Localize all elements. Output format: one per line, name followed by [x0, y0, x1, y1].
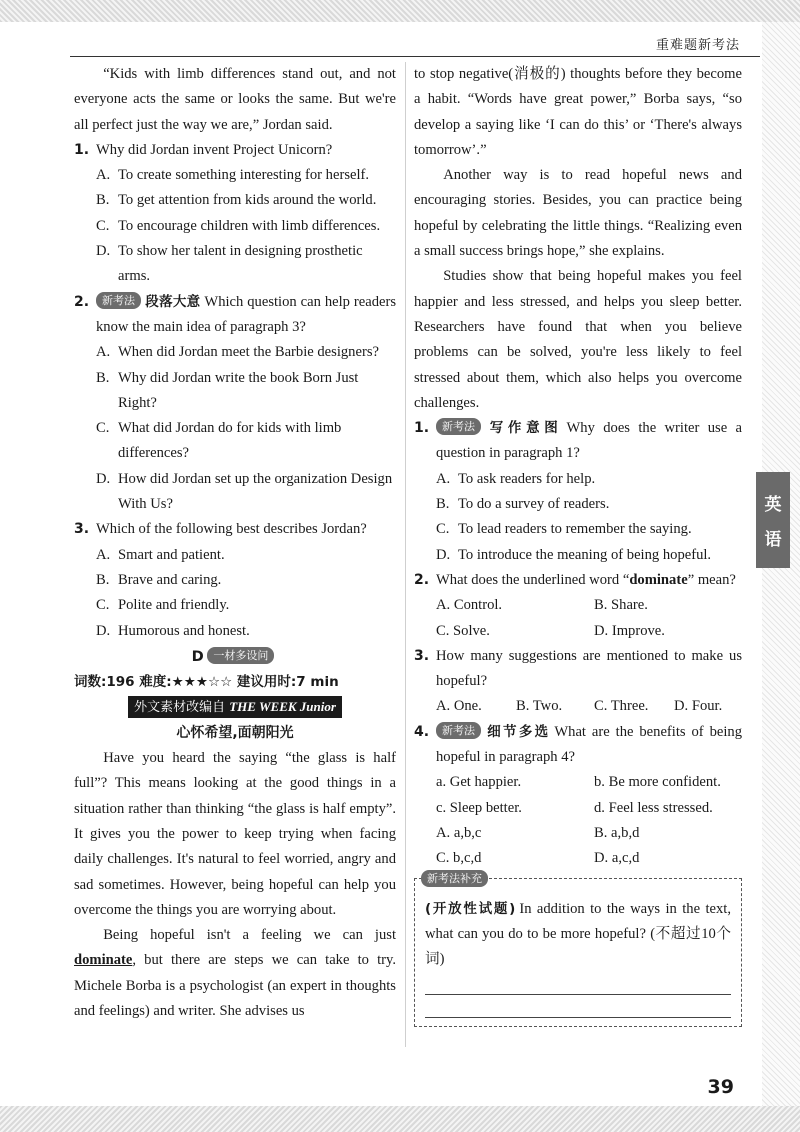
option[interactable]: D. To show her talent in designing prosthetic arms. — [96, 243, 363, 285]
question-block — [414, 644, 742, 720]
source-line: 外文素材改编自 THE WEEK Junior — [74, 695, 396, 720]
question-number: 3. — [74, 521, 90, 538]
source-name: THE WEEK Junior — [229, 699, 336, 715]
passage-title: 心怀希望,面朝阳光 — [176, 724, 294, 741]
page-number: 39 — [707, 1076, 734, 1098]
left-column — [74, 62, 396, 1024]
supplement-badge: 新考法补充 — [421, 870, 488, 887]
scan-noise-top — [0, 0, 800, 22]
option[interactable]: C. Polite and friendly. — [96, 597, 230, 614]
column-divider — [405, 62, 406, 1047]
new-method-badge: 新考法 — [436, 722, 481, 739]
option[interactable]: D. Improve. — [594, 622, 665, 639]
question-text: Why does the writer use a question in paragraph 1? — [436, 420, 742, 462]
passage-paragraph: to stop negative(消极的) thoughts before they become a habit. “Words have great power,” Borba says, “so develop a saying like ‘I can do this’ or ‘There's always tomorrow’.” — [414, 66, 742, 158]
option[interactable]: C. Three. — [594, 698, 649, 715]
question-number: 1. — [414, 420, 430, 437]
option[interactable]: C. Solve. — [436, 622, 490, 639]
question-number: 4. — [414, 723, 430, 740]
option[interactable]: D. a,c,d — [594, 850, 640, 867]
option[interactable]: B. Brave and caring. — [96, 571, 222, 588]
choice-item: d. Feel less stressed. — [594, 799, 713, 816]
header-label: 重难题新考法 — [655, 38, 740, 53]
option[interactable]: C. b,c,d — [436, 850, 482, 867]
subject-tab: 英 语 — [756, 472, 790, 568]
option[interactable]: A. Control. — [436, 597, 503, 614]
question-text: Why did Jordan invent Project Unicorn? — [96, 141, 333, 158]
header-rule — [70, 56, 760, 57]
option[interactable]: A. When did Jordan meet the Barbie designers? — [96, 344, 379, 361]
choice-item: c. Sleep better. — [436, 799, 522, 816]
answer-line[interactable] — [425, 978, 731, 995]
question-text: What are the benefits of being hopeful in paragraph 4? — [436, 723, 743, 766]
choice-item: a. Get happier. — [436, 774, 522, 791]
option[interactable]: A. Smart and patient. — [96, 546, 225, 563]
option[interactable]: C. To encourage children with limb differences. — [96, 217, 381, 234]
open-question-box — [414, 871, 742, 1028]
section-letter: D — [191, 647, 204, 665]
option[interactable]: A. To create something interesting for herself. — [96, 167, 370, 184]
scan-noise-bottom — [0, 1106, 800, 1132]
question-number: 3. — [414, 647, 430, 664]
question-block — [74, 290, 396, 518]
question-number: 1. — [74, 141, 90, 158]
option[interactable]: D. To introduce the meaning of being hopeful. — [436, 546, 712, 563]
new-method-badge: 新考法 — [436, 418, 481, 435]
option[interactable]: B. Two. — [516, 698, 563, 715]
passage-paragraph: Have you heard the saying “the glass is half full”? This means looking at the good things in a situation rather than thinking “the glass is half empty”. It gives you the power to keep trying when facing daily challenges. It's natural to feel worried, angry and sad sometimes. However, being hopeful can help you overcome the things you are worrying about. — [74, 750, 396, 918]
option[interactable]: B. a,b,d — [594, 824, 640, 841]
question-text: Which question can help readers know the main idea of paragraph 3? — [96, 293, 397, 335]
right-column — [414, 62, 742, 1027]
question-tag: 细节多选 — [485, 723, 551, 740]
passage-meta: 词数:196 难度:★★★☆☆ 建议用时:7 min — [74, 674, 339, 691]
option[interactable]: A. To ask readers for help. — [436, 470, 596, 487]
option[interactable]: B. To get attention from kids around the world. — [96, 192, 377, 209]
question-block — [74, 517, 396, 643]
question-tag: 写作意图 — [485, 420, 563, 437]
option[interactable]: C. To lead readers to remember the saying. — [436, 521, 692, 538]
passage-paragraph: Being hopeful isn't a feeling we can just dominate, but there are steps we can take to try. Michele Borba is a psychologist (an expert in thoughts and feelings) and writer. She advises us — [74, 927, 396, 1019]
section-badge: 一材多设问 — [207, 647, 274, 664]
choice-item: b. Be more confident. — [594, 774, 721, 791]
intro-paragraph: “Kids with limb differences stand out, and not everyone acts the same or looks the same. But we're all perfect just the way we are,” Jordan said. — [74, 66, 396, 133]
new-method-badge: 新考法 — [96, 292, 141, 309]
option[interactable]: A. One. — [436, 698, 482, 715]
question-text: How many suggestions are mentioned to make us hopeful? — [436, 647, 742, 690]
quoted-word: dominate — [629, 571, 688, 588]
question-number: 2. — [74, 293, 90, 310]
option[interactable]: D. Humorous and honest. — [96, 622, 250, 639]
question-number: 2. — [414, 571, 430, 588]
option[interactable]: C. What did Jordan do for kids with limb differences? — [96, 420, 342, 462]
underlined-word: dominate — [74, 952, 133, 969]
question-block: 2. What does the underlined word “dominate” mean? A. Control. B. Share. C. Solve. D. Improve. — [414, 568, 742, 644]
option[interactable]: D. Four. — [674, 698, 723, 715]
option[interactable]: B. Why did Jordan write the book Born Just Right? — [96, 369, 359, 411]
option[interactable]: B. Share. — [594, 597, 648, 614]
passage-paragraph: Another way is to read hopeful news and encouraging stories. Besides, you can practice being hopeful by celebrating the little things. “Realizing even a small success brings hope,” she explains. — [414, 167, 742, 260]
section-d-heading — [74, 644, 396, 670]
open-question-text: (开放性试题) In addition to the ways in the text, what can you do to be more hopeful? (不超过10个词) — [425, 900, 731, 968]
answer-line[interactable] — [425, 1001, 731, 1018]
option[interactable]: B. To do a survey of readers. — [436, 496, 610, 513]
question-text: Which of the following best describes Jordan? — [96, 521, 367, 538]
question-block — [414, 720, 742, 872]
question-tag: 段落大意 — [145, 293, 201, 310]
question-block — [74, 138, 396, 290]
option[interactable]: D. How did Jordan set up the organization Design With Us? — [96, 470, 393, 513]
question-block — [414, 416, 742, 568]
option[interactable]: A. a,b,c — [436, 824, 482, 841]
passage-paragraph: Studies show that being hopeful makes you feel happier and less stressed, and helps you sleep better. Researchers have found that when you believe problems can be solved, you're less likely to feel stressed about them, which also helps you overcome challenges. — [414, 268, 742, 411]
